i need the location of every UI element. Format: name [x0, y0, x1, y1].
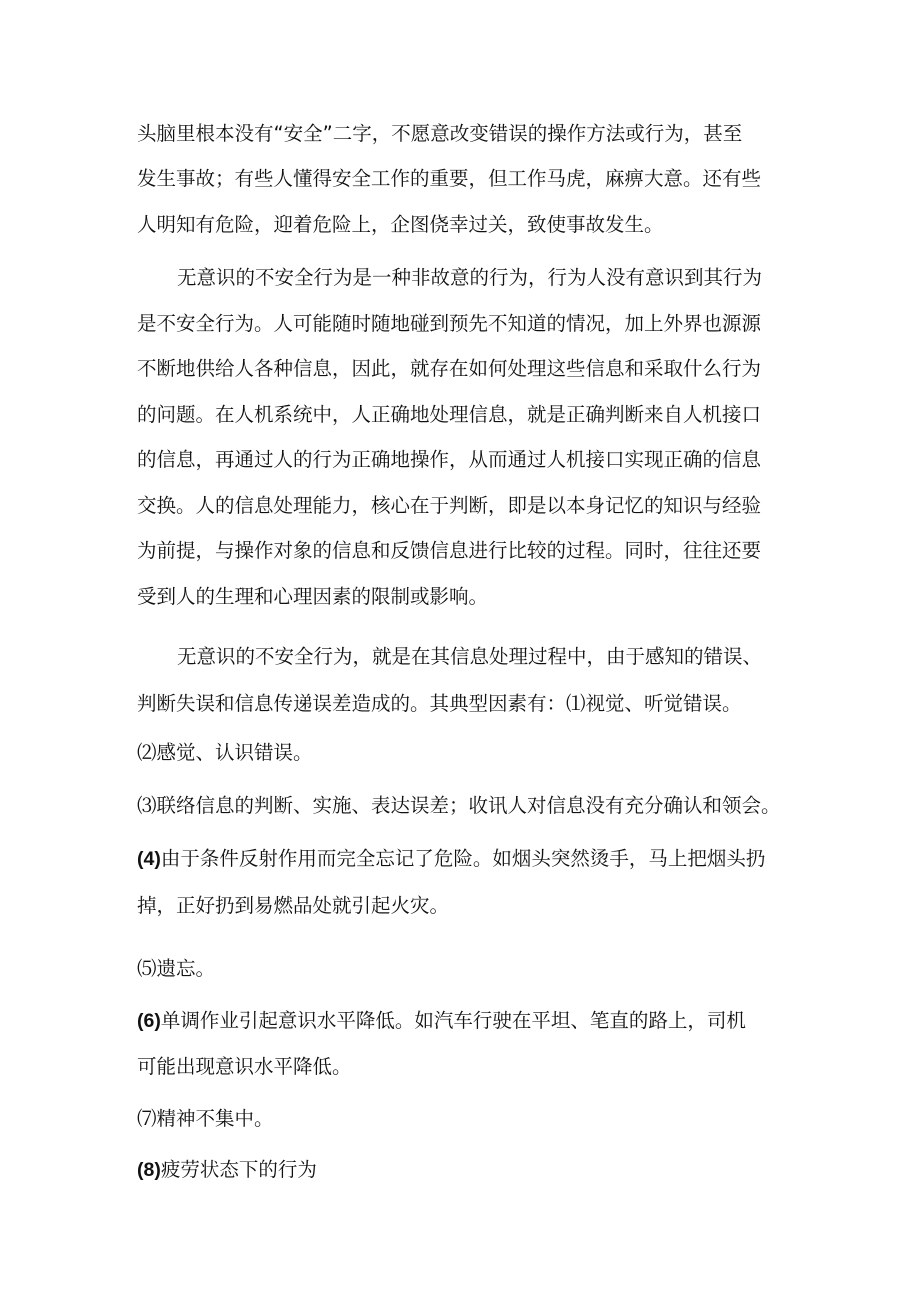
list-item-text: 单调作业引起意识水平降低。如汽车行驶在平坦、笔直的路上，司机: [160, 1009, 746, 1032]
paragraph-line: 不断地供给人各种信息，因此，就存在如何处理这些信息和采取什么行为: [137, 357, 762, 380]
paragraph-line: 发生事故；有些人懂得安全工作的重要，但工作马虎，麻痹大意。还有些: [137, 167, 762, 190]
paragraph-line: 的问题。在人机系统中，人正确地处理信息，就是正确判断来自人机接口: [137, 403, 762, 426]
paragraph-line: 是不安全行为。人可能随时随地碰到预先不知道的情况，加上外界也源源: [137, 312, 762, 335]
list-item-text: 疲劳状态下的行为: [160, 1158, 317, 1181]
list-item-number: (8): [137, 1159, 161, 1181]
list-item-3: ⑶联络信息的判断、实施、表达误差；收讯人对信息没有充分确认和领会。: [137, 794, 781, 817]
list-item-5: ⑸遗忘。: [137, 957, 216, 980]
paragraph-line: 受到人的生理和心理因素的限制或影响。: [137, 585, 489, 608]
list-item-6-continued: 可能出现意识水平降低。: [137, 1055, 352, 1078]
paragraph-line: 交换。人的信息处理能力，核心在于判断，即是以本身记忆的知识与经验: [137, 494, 762, 517]
list-item-8: [137, 1158, 317, 1182]
list-item-text: 由于条件反射作用而完全忘记了危险。如烟头突然烫手，马上把烟头扔: [160, 847, 766, 870]
paragraph-line: 无意识的不安全行为是一种非故意的行为，行为人没有意识到其行为: [177, 266, 763, 289]
list-item-number: (6): [137, 1010, 161, 1032]
paragraph-line: 的信息，再通过人的行为正确地操作，从而通过人机接口实现正确的信息: [137, 448, 762, 471]
list-item-2: ⑵感觉、认识错误。: [137, 741, 313, 764]
list-item-number: (4): [137, 848, 161, 870]
list-item-4-continued: 掉，正好扔到易燃品处就引起火灾。: [137, 894, 450, 917]
paragraph-line: 为前提，与操作对象的信息和反馈信息进行比较的过程。同时，往往还要: [137, 539, 762, 562]
list-item-4: [137, 847, 765, 871]
list-item-7: ⑺精神不集中。: [137, 1107, 274, 1130]
list-item-6: [137, 1009, 746, 1033]
paragraph-line: 判断失误和信息传递误差造成的。其典型因素有：⑴视觉、听觉错误。: [137, 692, 742, 715]
paragraph-line: 头脑里根本没有“安全”二字，不愿意改变错误的操作方法或行为，甚至: [137, 122, 743, 145]
paragraph-line: 无意识的不安全行为，就是在其信息处理过程中，由于感知的错误、: [177, 645, 763, 668]
paragraph-line: 人明知有危险，迎着危险上，企图侥幸过关，致使事故发生。: [137, 213, 664, 236]
